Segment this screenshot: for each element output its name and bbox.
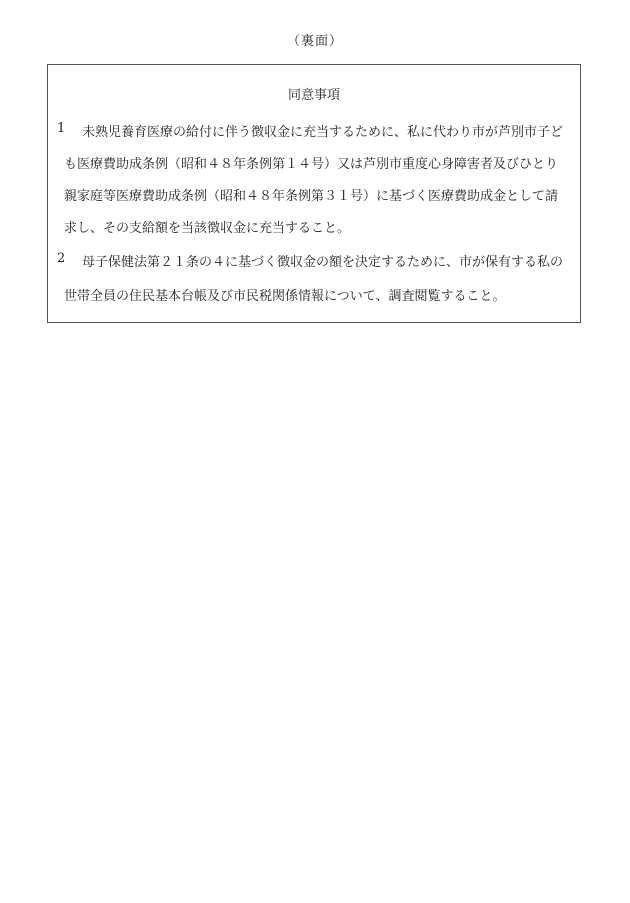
item-line: 世帯全員の住民基本台帳及び市民税関係情報について、調査閲覧すること。	[64, 289, 506, 304]
item-line: も医療費助成条例（昭和４８年条例第１４号）又は芦別市重度心身障害者及びひとり	[64, 157, 559, 172]
item-line: 親家庭等医療費助成条例（昭和４８年条例第３１号）に基づく医療費助成金として請	[64, 189, 559, 204]
item-line: 未熟児養育医療の給付に伴う徴収金に充当するために、私に代わり市が芦別市子ど	[82, 125, 564, 140]
item-number: 2	[57, 251, 66, 266]
consent-title: 同意事項	[287, 88, 340, 103]
item-line: 母子保健法第２１条の４に基づく徴収金の額を決定するために、市が保有する私の	[82, 255, 564, 270]
item-line: 求し、その支給額を当該徴収金に充当すること。	[64, 221, 351, 236]
consent-box	[47, 64, 581, 323]
page-side-label: （裏面）	[286, 34, 343, 49]
item-number: 1	[57, 121, 66, 136]
